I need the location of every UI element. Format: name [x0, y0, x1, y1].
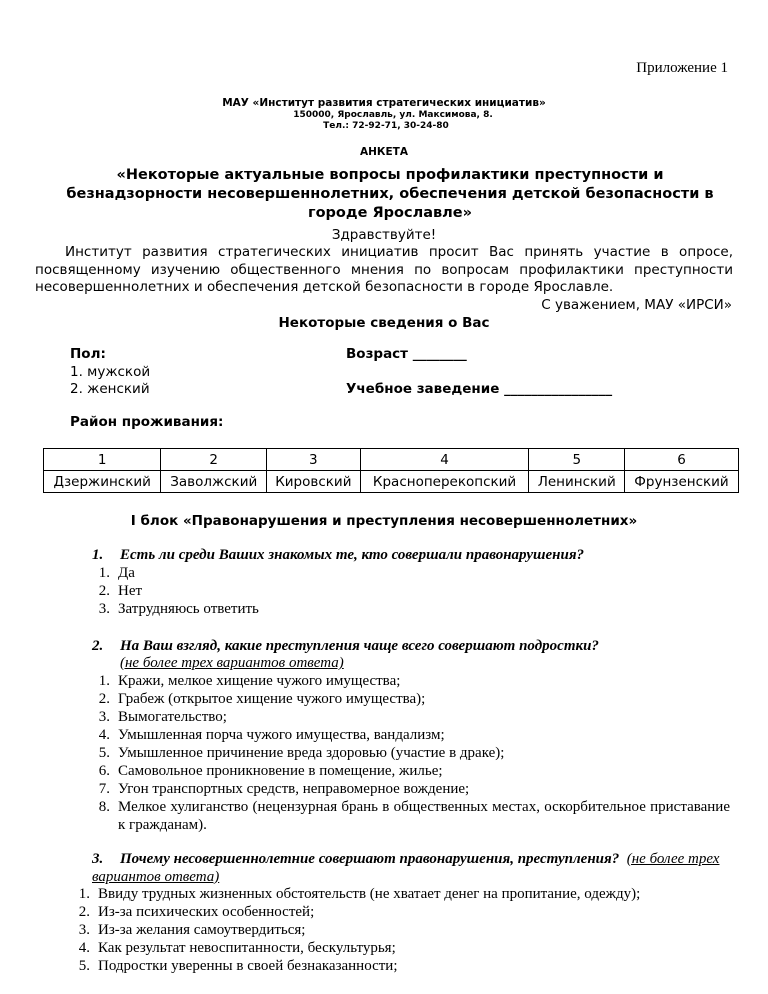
- appendix-label: Приложение 1: [636, 60, 728, 76]
- district-option[interactable]: Ленинский: [529, 471, 625, 493]
- question-text: На Ваш взгляд, какие преступления чаще всего совершают подростки?: [120, 638, 599, 654]
- answer-option[interactable]: 2. Из-за психических особенностей;: [78, 904, 315, 920]
- district-option[interactable]: Дзержинский: [44, 471, 161, 493]
- district-number-cell: 6: [624, 449, 738, 471]
- district-option[interactable]: Красноперекопский: [360, 471, 529, 493]
- district-name-row: [44, 471, 739, 493]
- question-number: 3.: [92, 851, 104, 867]
- answer-option[interactable]: 1. Да: [98, 565, 135, 581]
- answer-option[interactable]: 5. Подростки уверенны в своей безнаказанности;: [78, 958, 398, 974]
- question-number: 2.: [92, 638, 104, 654]
- answer-option[interactable]: 6. Самовольное проникновение в помещение, жилье;: [98, 763, 443, 779]
- signature: С уважением, МАУ «ИРСИ»: [541, 297, 732, 313]
- answer-option[interactable]: 7. Угон транспортных средств, неправомерное вождение;: [98, 781, 470, 797]
- question-number: 1.: [92, 547, 104, 563]
- district-table: [43, 448, 739, 493]
- answer-option[interactable]: 4. Как результат невоспитанности, бескультурья;: [78, 940, 396, 956]
- answer-option[interactable]: 3. Затрудняюсь ответить: [98, 601, 259, 617]
- org-phone: Тел.: 72-92-71, 30-24-80: [323, 121, 449, 131]
- answer-option[interactable]: 4. Умышленная порча чужого имущества, вандализм;: [98, 727, 445, 743]
- answer-option[interactable]: 2. Грабеж (открытое хищение чужого имущества);: [98, 691, 426, 707]
- district-number-cell: 4: [360, 449, 529, 471]
- district-number-cell: 5: [529, 449, 625, 471]
- question-hint: (не более трех вариантов ответа): [92, 851, 720, 885]
- org-address: 150000, Ярославль, ул. Максимова, 8.: [293, 110, 493, 120]
- district-option[interactable]: Кировский: [267, 471, 361, 493]
- answer-option[interactable]: 2. Нет: [98, 583, 143, 599]
- answer-option[interactable]: 3. Вымогательство;: [98, 709, 227, 725]
- answer-option[interactable]: 1. Кражи, мелкое хищение чужого имущества;: [98, 673, 401, 689]
- district-number-row: [44, 449, 739, 471]
- answer-option[interactable]: 1. Ввиду трудных жизненных обстоятельств (не хватает денег на пропитание, одежду);: [78, 886, 641, 902]
- answer-option[interactable]: 8. Мелкое хулиганство (нецензурная брань в общественных местах, оскорбительное приставание к гражданам).: [98, 799, 730, 833]
- answer-option[interactable]: 5. Умышленное причинение вреда здоровью (участие в драке);: [98, 745, 505, 761]
- survey-title: «Некоторые актуальные вопросы профилактики преступности и безнадзорности несовершеннолетних, обеспечения детской безопасности в городе Ярославле»: [66, 167, 714, 221]
- org-name: МАУ «Институт развития стратегических инициатив»: [222, 97, 546, 109]
- age-field[interactable]: Возраст ________: [346, 346, 467, 362]
- about-heading: Некоторые сведения о Вас: [278, 315, 490, 331]
- gender-option-male[interactable]: 1. мужской: [70, 364, 151, 380]
- intro-paragraph: Институт развития стратегических инициатив просит Вас принять участие в опросе, посвященному изучению общественного мнения по вопросам профилактики преступности несовершеннолетних и обеспечения детской безопасности в городе Ярославле.: [35, 244, 733, 295]
- question-text: Почему несовершеннолетние совершают правонарушения, преступления?: [120, 851, 620, 867]
- question-text: Есть ли среди Ваших знакомых те, кто совершали правонарушения?: [120, 547, 585, 563]
- gender-option-female[interactable]: 2. женский: [70, 381, 150, 397]
- question-1: [92, 547, 584, 564]
- form-type: АНКЕТА: [360, 146, 408, 158]
- question-3: [92, 851, 732, 886]
- district-label: Район проживания:: [70, 414, 224, 430]
- answer-option[interactable]: 3. Из-за желания самоутвердиться;: [78, 922, 306, 938]
- question-2: [92, 638, 599, 655]
- block-heading: I блок «Правонарушения и преступления несовершеннолетних»: [130, 513, 638, 529]
- question-hint: (не более трех вариантов ответа): [120, 655, 344, 671]
- gender-label: Пол:: [70, 346, 106, 362]
- district-number-cell: 1: [44, 449, 161, 471]
- school-field[interactable]: Учебное заведение ________________: [346, 381, 613, 397]
- district-option[interactable]: Заволжский: [161, 471, 267, 493]
- greeting: Здравствуйте!: [331, 227, 437, 243]
- district-option[interactable]: Фрунзенский: [624, 471, 738, 493]
- district-number-cell: 2: [161, 449, 267, 471]
- district-number-cell: 3: [267, 449, 361, 471]
